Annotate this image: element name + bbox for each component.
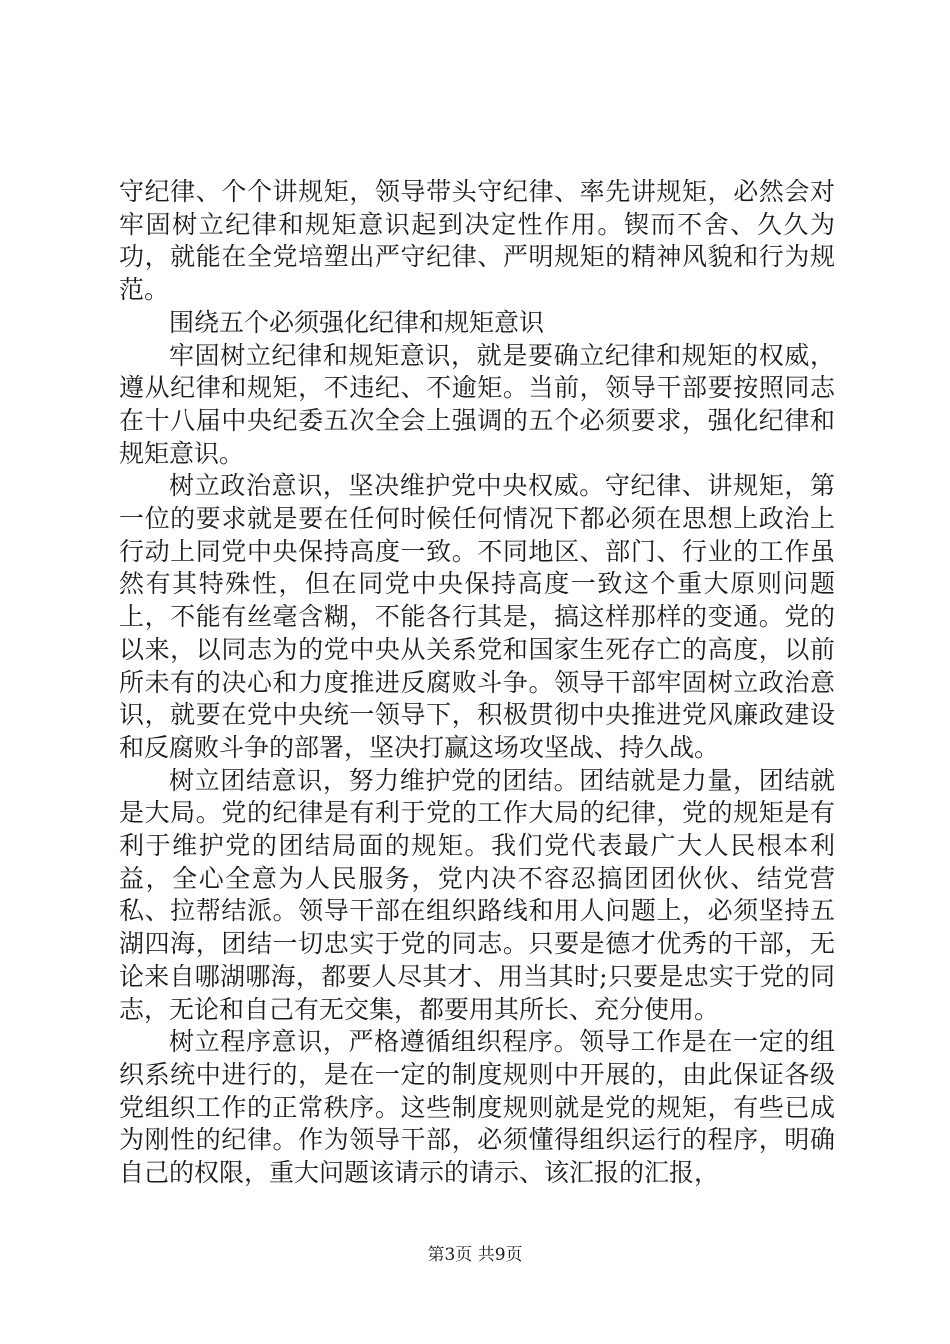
- paragraph-procedure-awareness: 树立程序意识，严格遵循组织程序。领导工作是在一定的组织系统中进行的，是在一定的制度规则中开展的，由此保证各级党组织工作的正常秩序。这些制度规则就是党的规矩，有些已成为刚性的纪律。作为领导干部，必须懂得组织运行的程序，明确自己的权限，重大问题该请示的请示、该汇报的汇报，: [119, 1027, 835, 1188]
- document-body: [119, 176, 835, 1190]
- page-number-footer: 第3页 共9页: [427, 1245, 523, 1265]
- paragraph-continuation: 守纪律、个个讲规矩，领导带头守纪律、率先讲规矩，必然会对牢固树立纪律和规矩意识起到决定性作用。锲而不舍、久久为功，就能在全党培塑出严守纪律、严明规矩的精神风貌和行为规范。: [119, 177, 835, 305]
- section-heading: 围绕五个必须强化纪律和规矩意识: [169, 307, 545, 337]
- paragraph-political-awareness: 树立政治意识，坚决维护党中央权威。守纪律、讲规矩，第一位的要求就是要在任何时候任何情况下都必须在思想上政治上行动上同党中央保持高度一致。不同地区、部门、行业的工作虽然有其特殊性，但在同党中央保持高度一致这个重大原则问题上，不能有丝毫含糊，不能各行其是，搞这样那样的变通。党的以来，以同志为的党中央从关系党和国家生死存亡的高度，以前所未有的决心和力度推进反腐败斗争。领导干部牢固树立政治意识，就要在党中央统一领导下，积极贯彻中央推进党风廉政建设和反腐败斗争的部署，坚决打赢这场攻坚战、持久战。: [119, 471, 835, 762]
- paragraph-unity-awareness: 树立团结意识，努力维护党的团结。团结就是力量，团结就是大局。党的纪律是有利于党的工作大局的纪律，党的规矩是有利于维护党的团结局面的规矩。我们党代表最广大人民根本利益，全心全意为人民服务，党内决不容忍搞团团伙伙、结党营私、拉帮结派。领导干部在组织路线和用人问题上，必须坚持五湖四海，团结一切忠实于党的同志。只要是德才优秀的干部，无论来自哪湖哪海，都要人尽其才、用当其时;只要是忠实于党的同志，无论和自己有无交集，都要用其所长、充分使用。: [119, 765, 835, 1024]
- paragraph-intro: 牢固树立纪律和规矩意识，就是要确立纪律和规矩的权威，遵从纪律和规矩，不违纪、不逾矩。当前，领导干部要按照同志在十八届中央纪委五次全会上强调的五个必须要求，强化纪律和规矩意识。: [119, 340, 835, 468]
